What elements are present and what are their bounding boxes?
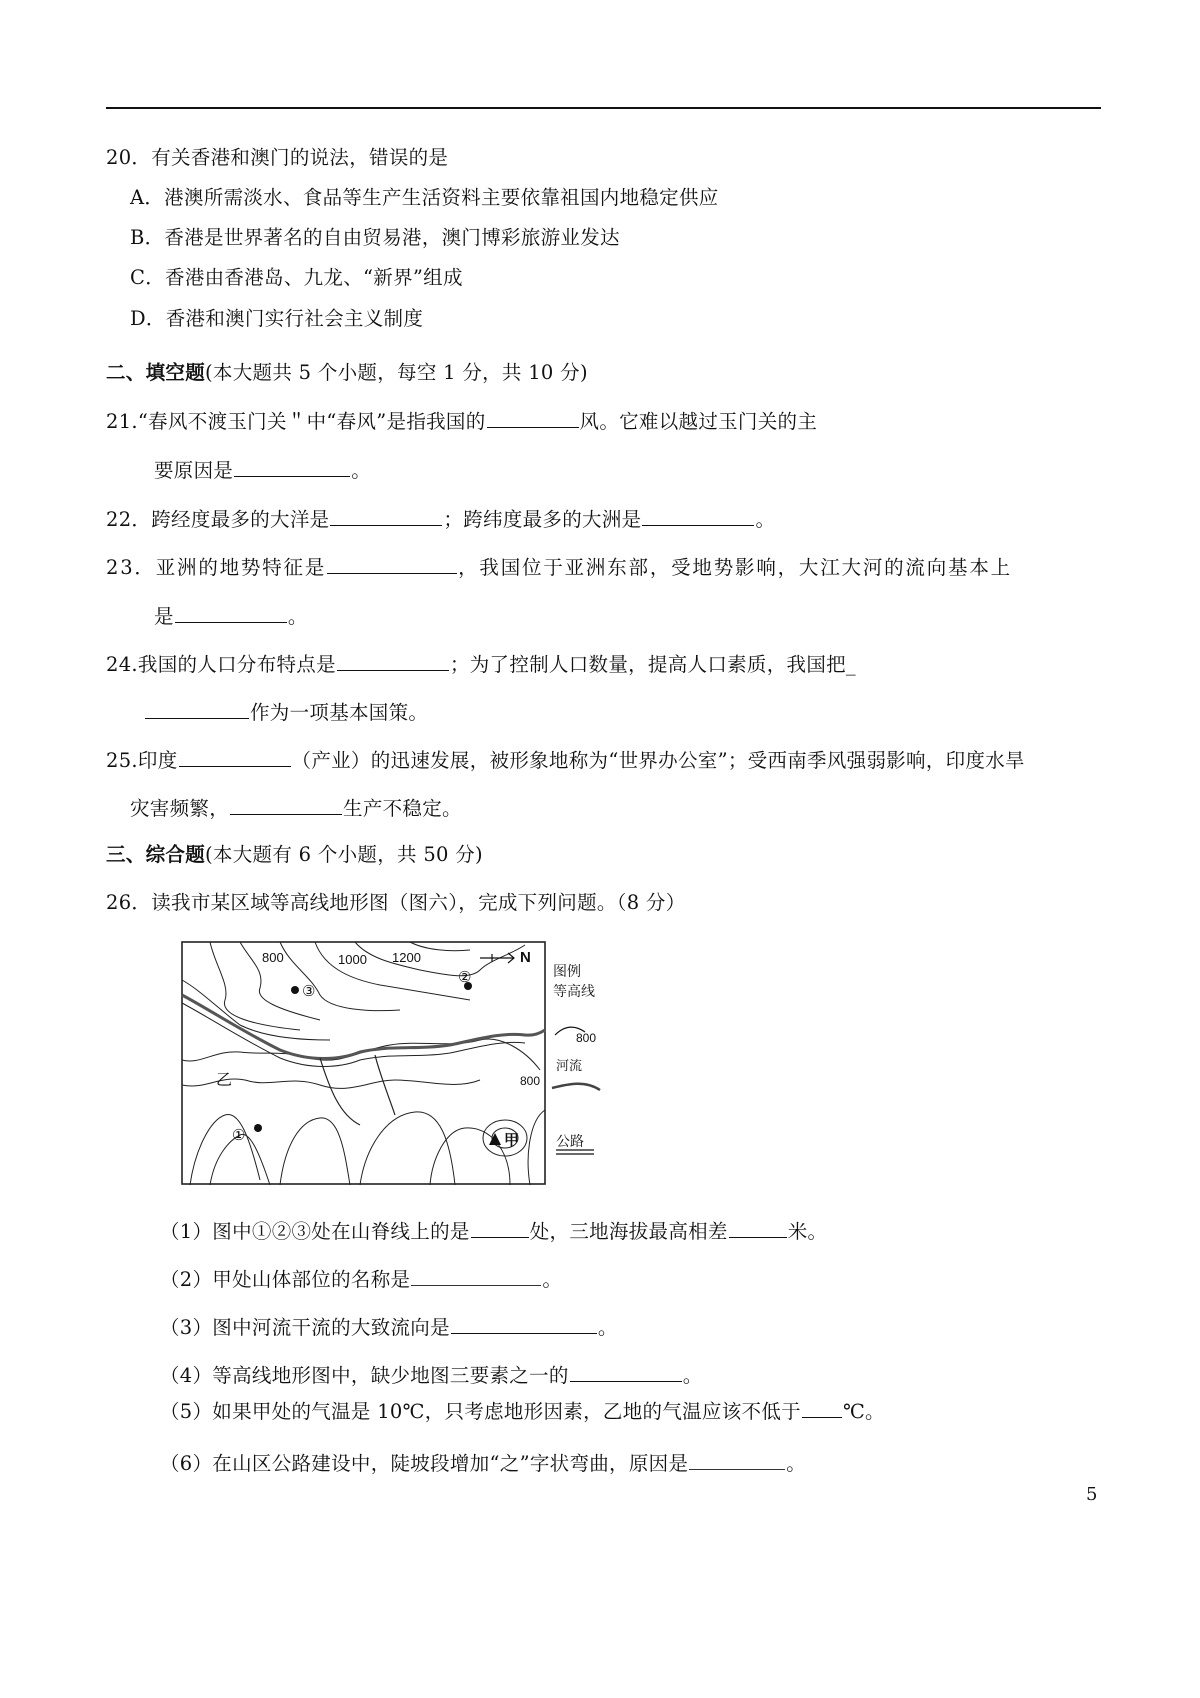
legend-river-sample [552,1084,600,1090]
map-label-800-east: 800 [520,1074,541,1088]
q20-option-a: A．港澳所需淡水、食品等生产生活资料主要依靠祖国内地稳定供应 [130,186,719,209]
q23-blank1[interactable] [327,553,457,574]
q26-sub5-text2: ℃。 [842,1400,885,1423]
q26-sub1-blank1[interactable] [471,1217,529,1238]
q26-sub6-blank[interactable] [689,1449,785,1470]
q26-sub4-blank[interactable] [570,1361,682,1382]
q22-line [106,505,775,533]
q22-text2: ；跨纬度最多的大洲是 [443,508,642,531]
q20-option-c: C．香港由香港岛、九龙、“新界”组成 [130,266,463,289]
q21-line1 [106,407,817,435]
q26-sub1-text1: （1）图中①②③处在山脊线上的是 [160,1220,470,1243]
q23-text3: 是 [154,605,174,628]
q26-sub1-text2: 处，三地海拔最高相差 [529,1220,728,1243]
q22-text1: 22．跨经度最多的大洋是 [106,508,330,531]
q24-line2 [144,698,428,726]
contour-line [280,1118,350,1185]
q23-line2 [154,602,308,630]
legend-contour-value: 800 [576,1031,597,1045]
q26-sub3-text1: （3）图中河流干流的大致流向是 [160,1316,450,1339]
q26-sub5 [160,1397,885,1425]
q22-text3: 。 [755,508,776,531]
q23-text2: ，我国位于亚洲东部，受地势影响，大江大河的流向基本上 [458,556,1012,579]
q26-sub5-text1: （5）如果甲处的气温是 10℃，只考虑地形因素，乙地的气温应该不低于 [160,1400,801,1423]
q25-line2 [130,794,462,822]
section3-note: (本大题有 6 个小题，共 50 分) [205,843,483,866]
q26-stem: 26．读我市某区域等高线地形图（图六），完成下列问题。（8 分） [106,891,686,914]
summit-triangle [489,1133,501,1145]
point-1-label: ① [232,1127,246,1144]
q25-blank1[interactable] [179,746,291,767]
q20-option-d: D．香港和澳门实行社会主义制度 [130,307,424,330]
q26-sub4 [160,1361,703,1389]
q24-text2: ；为了控制人口数量，提高人口素质，我国把_ [449,653,856,676]
road [375,1055,395,1115]
main-river [182,995,545,1059]
q26-sub1 [160,1217,827,1245]
q26-sub3-blank[interactable] [451,1313,597,1334]
q25-text2: （产业）的迅速发展，被形象地称为“世界办公室”；受西南季风强弱影响，印度水旱 [291,749,1025,772]
q23-blank2[interactable] [175,602,287,623]
contour-line [210,942,300,1030]
q26-sub4-text2: 。 [682,1364,703,1387]
q21-blank1[interactable] [487,407,579,428]
q25-line1 [106,746,1025,774]
q24-blank2[interactable] [145,698,249,719]
legend-road-label: 公路 [556,1133,584,1149]
q20-option-b: B．香港是世界著名的自由贸易港，澳门博彩旅游业发达 [130,226,620,249]
q26-sub6 [160,1449,806,1477]
q21-text1: 21.“春风不渡玉门关＂中“春风”是指我国的 [106,410,486,433]
map-label-1000: 1000 [338,952,367,967]
q24-line1 [106,650,856,678]
q26-sub3 [160,1313,618,1341]
q25-text4: 生产不稳定。 [343,797,462,820]
q26-sub2-text1: （2）甲处山体部位的名称是 [160,1268,411,1291]
section2-heading [106,360,588,386]
section3-title: 三、综合题 [106,843,206,866]
point-jia-label: 甲 [504,1132,520,1149]
q26-sub5-blank[interactable] [802,1397,842,1418]
contour-line [430,1128,510,1185]
contour-line [528,1110,545,1185]
q25-blank2[interactable] [230,794,342,815]
q24-text3: 作为一项基本国策。 [250,701,429,724]
section3-heading [106,842,483,868]
q26-sub2-text2: 。 [542,1268,563,1291]
q21-text2: 风。它难以越过玉门关的主 [579,410,818,433]
q26-sub2 [160,1265,562,1293]
page-number: 5 [1086,1484,1098,1505]
q26-sub3-text2: 。 [597,1316,618,1339]
q20-stem: 20．有关香港和澳门的说法，错误的是 [106,146,449,169]
q24-blank1[interactable] [337,650,449,671]
contour-line [355,942,525,976]
q26-sub2-blank[interactable] [411,1265,541,1286]
q26-sub1-blank2[interactable] [729,1217,787,1238]
contour-map [180,940,620,1190]
north-label: N [520,949,531,966]
q22-blank2[interactable] [642,505,754,526]
section2-title: 二、填空题 [106,361,206,384]
point-2-label: ② [458,969,472,986]
point-3-marker [291,986,299,994]
section2-note: (本大题共 5 个小题，每空 1 分，共 10 分) [205,361,588,384]
map-label-800: 800 [262,950,284,965]
river-bank [182,1003,525,1067]
contour-line [182,1039,540,1070]
legend-river-label: 河流 [556,1058,583,1073]
q25-text3: 灾害频繁， [130,797,230,820]
legend-title: 图例 [553,963,581,979]
q23-line1 [106,553,1012,581]
q21-text3: 要原因是 [154,459,234,482]
map-frame [182,942,545,1184]
point-1-marker [254,1124,262,1132]
q26-sub4-text1: （4）等高线地形图中，缺少地图三要素之一的 [160,1364,569,1387]
q25-text1: 25.印度 [106,749,178,772]
q21-line2 [154,456,371,484]
point-yi-label: 乙 [216,1072,233,1089]
q24-text1: 24.我国的人口分布特点是 [106,653,336,676]
map-label-1200: 1200 [392,950,421,965]
q22-blank1[interactable] [330,505,442,526]
q26-sub6-text1: （6）在山区公路建设中，陡坡段增加“之”字状弯曲，原因是 [160,1452,689,1475]
q21-text4: 。 [351,459,372,482]
contour-line [190,1114,260,1185]
q26-sub6-text2: 。 [786,1452,807,1475]
road [320,1058,360,1125]
q21-blank2[interactable] [234,456,350,477]
q23-text1: 23．亚洲的地势特征是 [106,556,327,579]
legend-contour-label: 等高线 [553,983,595,999]
point-3-label: ③ [302,983,316,1000]
q26-sub1-text3: 米。 [787,1220,828,1243]
header-rule [106,107,1101,109]
q23-text4: 。 [287,605,308,628]
